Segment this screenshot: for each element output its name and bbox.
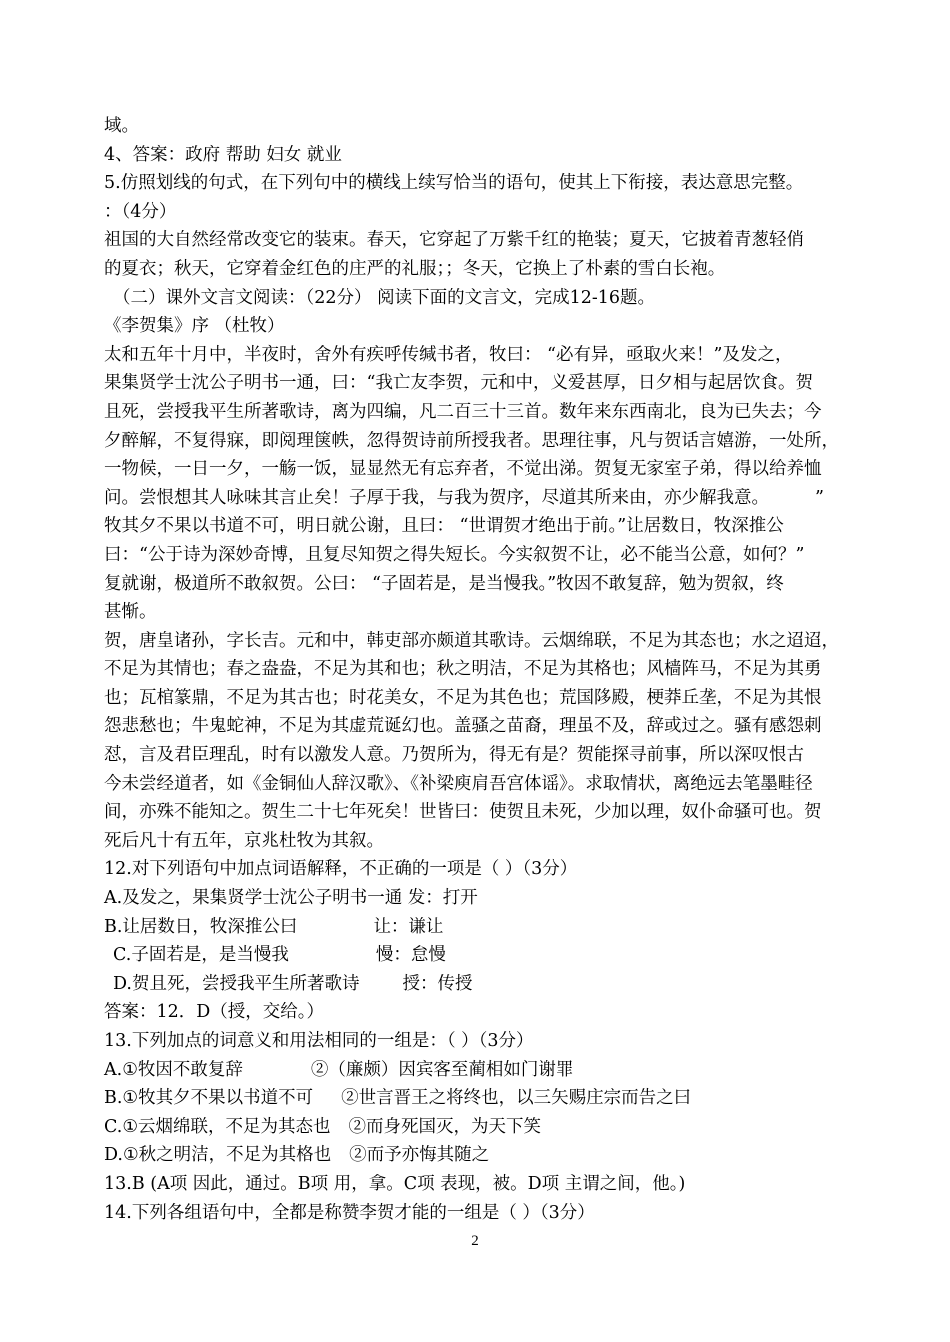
passage-line: 且死，尝授我平生所著歌诗，离为四编，凡二百三十三首。数年来东西南北，良为已失去；今 <box>104 401 822 422</box>
passage-line: 贺，唐皇诸孙，字长吉。元和中，韩吏部亦颇道其歌诗。云烟绵联，不足为其态也；水之迢迢， <box>104 630 839 651</box>
option-c <box>104 941 846 970</box>
passage-line: 牧其夕不果以书道不可，明日就公谢，且曰： “世谓贺才绝出于前。”让居数日，牧深推公 <box>104 516 784 537</box>
passage-line: 也；瓦棺篆鼎，不足为其古也；时花美女，不足为其色也；荒国陊殿，梗莽丘垄，不足为其恨 <box>104 687 822 708</box>
passage-line: 今未尝经道者，如《金铜仙人辞汉歌》、《补梁庾肩吾宫体谣》。求取情状，离绝远去笔墨畦径 <box>104 773 813 794</box>
option-c <box>104 1113 846 1142</box>
passage-line: 死后凡十有五年，京兆杜牧为其叙。 <box>104 830 384 851</box>
question-12: 12.对下列语句中加点词语解释，不正确的一项是（ ）（3分） <box>104 859 578 880</box>
passage-line: 复就谢，极道所不敢叙贺。公曰： “子固若是，是当慢我。”牧因不敢复辞，勉为贺叙，终 <box>104 573 784 594</box>
document-body <box>104 112 846 1227</box>
question-5-points: ：（4分） <box>104 201 177 222</box>
option-first: A.①牧因不敢复辞 <box>104 1059 243 1080</box>
option-a: A.及发之，果集贤学士沈公子明书一通 发：打开 <box>104 888 478 909</box>
answer-line: 答案：12．D（授，交给。） <box>104 1002 325 1023</box>
question-13: 13.下列加点的词意义和用法相同的一组是：（ ）（3分） <box>104 1031 534 1051</box>
page-number: 2 <box>471 1233 479 1249</box>
option-second: ②世言晋王之将终也，以三矢赐庄宗而告之曰 <box>341 1088 692 1109</box>
passage-line: 怼，言及君臣理乱，时有以激发人意。乃贺所为，得无有是？贺能探寻前事，所以深叹恨古 <box>104 745 804 766</box>
option-second: ②（廉颇）因宾客至蔺相如门谢罪 <box>310 1059 574 1080</box>
passage-line: 果集贤学士沈公子明书一通，曰：“我亡友李贺，元和中，义爱甚厚，日夕相与起居饮食。贺 <box>104 373 813 394</box>
option-b <box>104 913 846 942</box>
text-line: 的夏衣；秋天，它穿着金红色的庄严的礼服；；冬天，它换上了朴素的雪白长袍。 <box>104 258 726 279</box>
passage-line: 甚惭。 <box>104 602 157 623</box>
option-gloss: 授：传授 <box>402 973 473 994</box>
passage-line: 太和五年十月中，半夜时，舍外有疾呼传缄书者，牧曰： “必有异，亟取火来！”及发之， <box>104 344 793 365</box>
option-second: ②而身死国灭，为天下笑 <box>348 1116 542 1137</box>
option-first: C.①云烟绵联，不足为其态也 <box>104 1116 331 1137</box>
option-a <box>104 1056 846 1085</box>
passage-line: 一物候，一日一夕，一觞一饭，显显然无有忘弃者，不觉出涕。贺复无家室子弟，得以给养恤 <box>104 459 822 480</box>
option-b <box>104 1084 846 1113</box>
option-text: C.子固若是，是当慢我 <box>113 945 289 966</box>
option-d <box>104 970 846 999</box>
answer-line: 13.B (A项 因此，通过。B项 用，拿。C项 表现，被。D项 主谓之间，他。) <box>104 1173 686 1194</box>
option-d <box>104 1141 846 1170</box>
text-line: 祖国的大自然经常改变它的装束。春天，它穿起了万紫千红的艳装；夏天，它披着青葱轻俏 <box>104 230 804 251</box>
option-text: D.贺且死，尝授我平生所著歌诗 <box>113 973 360 994</box>
answer-line: 4、答案：政府 帮助 妇女 就业 <box>104 144 342 165</box>
passage-line: 不足为其情也；春之盎盎，不足为其和也；秋之明洁，不足为其格也；风樯阵马，不足为其勇 <box>104 659 822 680</box>
option-first: D.①秋之明洁，不足为其格也 <box>104 1145 332 1166</box>
section-heading: （二）课外文言文阅读：（22分） 阅读下面的文言文，完成12-16题。 <box>113 287 656 308</box>
text-line: 域。 <box>104 116 139 136</box>
passage-line: 曰：“公于诗为深妙奇博，且复尽知贺之得失短长。今实叙贺不让，必不能当公意，如何？” <box>104 544 805 565</box>
passage-text: 问。尝恨想其人咏味其言止矣！子厚于我，与我为贺序，尽道其所来由，亦少解我意。 <box>104 487 769 508</box>
passage-line: 间，亦殊不能知之。贺生二十七年死矣！世皆曰：使贺且未死，少加以理，奴仆命骚可也。贺 <box>104 802 822 823</box>
option-first: B.①牧其夕不果以书道不可 <box>104 1088 314 1109</box>
option-text: B.让居数日，牧深推公曰 <box>104 916 298 937</box>
closing-quote: ” <box>815 487 824 508</box>
passage-line: 夕醉解，不复得寐，即阅理箧帙，忽得贺诗前所授我者。思理往事，凡与贺话言嬉游，一处所， <box>104 430 839 451</box>
passage-line <box>104 484 846 513</box>
option-gloss: 慢：怠慢 <box>375 945 446 966</box>
passage-title: 《李贺集》序 （杜牧） <box>104 316 285 337</box>
question-14: 14.下列各组语句中，全都是称赞李贺才能的一组是（ ）（3分） <box>104 1202 595 1223</box>
passage-line: 怨悲愁也；牛鬼蛇神，不足为其虚荒诞幻也。盖骚之苗裔，理虽不及，辞或过之。骚有感怨刺 <box>104 716 822 737</box>
question-5: 5.仿照划线的句式，在下列句中的横线上续写恰当的语句，使其上下衔接，表达意思完整。 <box>104 173 804 194</box>
option-gloss: 让：谦让 <box>373 916 444 937</box>
option-second: ②而予亦悔其随之 <box>349 1145 490 1166</box>
